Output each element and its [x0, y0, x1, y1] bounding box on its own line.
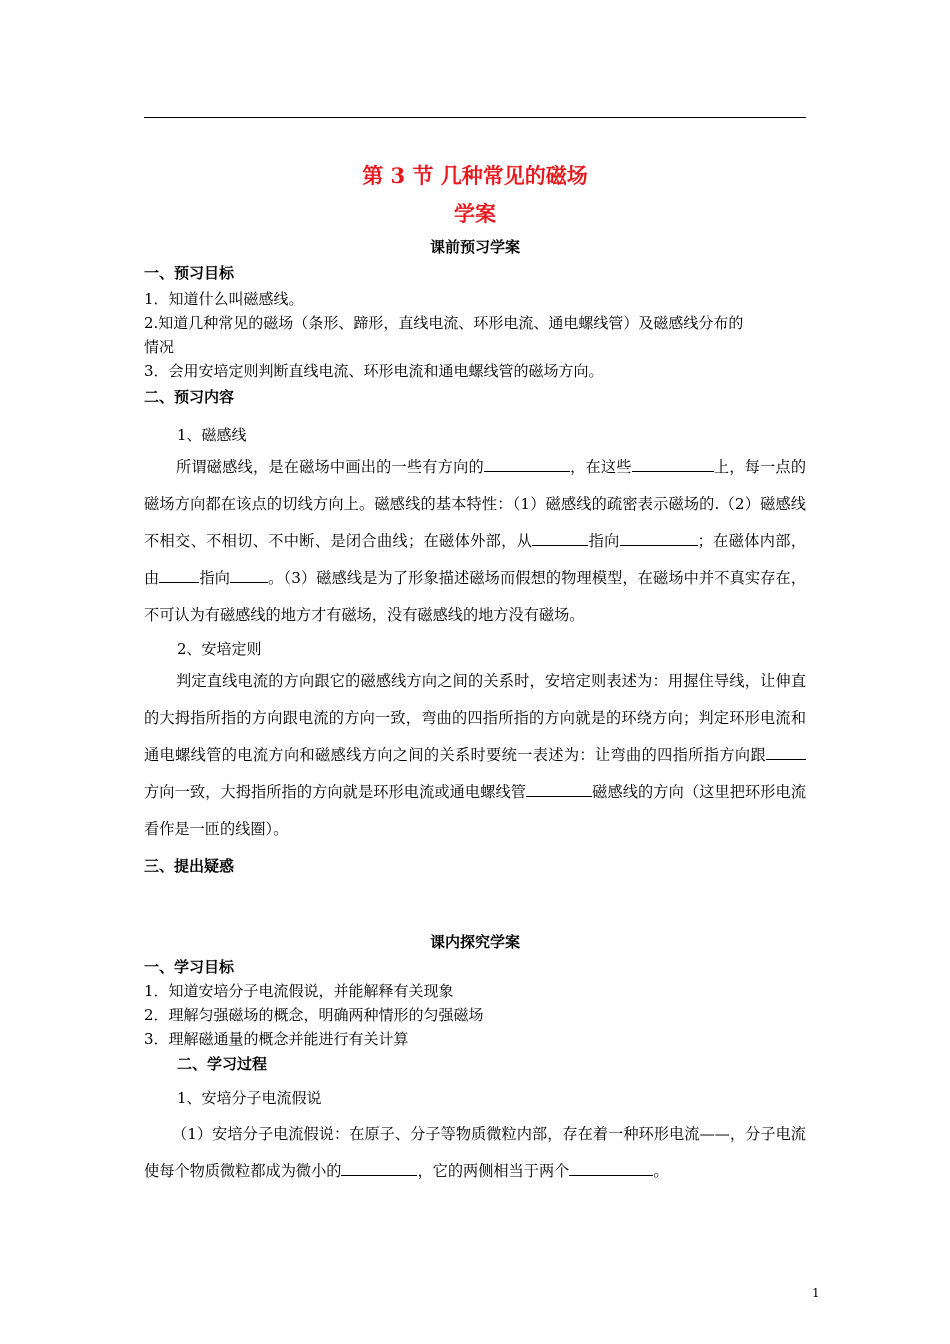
pre-content-heading: 二、预习内容 — [144, 388, 235, 406]
text-segment: 所谓磁感线，是在磁场中画出的一些有方向的 — [176, 458, 484, 476]
pre-class-heading: 课前预习学案 — [429, 238, 520, 256]
text-segment: 磁感线的方向（这里把环形电流看作是一匝的线圈）。 — [144, 783, 807, 838]
learning-goals-heading: 一、学习目标 — [144, 958, 235, 976]
pre-goal-1: 1．知道什么叫磁感线。 — [144, 290, 304, 308]
section-title-molecular-current: 1、安培分子电流假说 — [177, 1089, 322, 1107]
text-segment: ；在磁体内部，由 — [144, 532, 807, 587]
fill-blank[interactable] — [632, 457, 714, 472]
section-title-field-lines: 1、磁感线 — [177, 426, 247, 444]
text-segment: 上，每一点的磁场方向都在该点的切线方向上。磁感线的基本特性：（1）磁感线的疏密表示磁场的.（2）磁感线不相交、不相切、不中断、是闭合曲线；在磁体外部，从 — [144, 458, 807, 550]
text-segment: 判定直线电流的方向跟它的磁感线方向之间的关系时，安培定则表述为：用握住导线，让伸直的大拇指所指的方向跟电流的方向一致，弯曲的四指所指的方向就是的环绕方向；判定环形电流和通电螺线管的电流方向和磁感线方向之间的关系时要统一表述为：让弯曲的四指所指方向跟 — [144, 672, 806, 764]
fill-blank[interactable] — [526, 782, 592, 797]
fill-blank[interactable] — [484, 457, 570, 472]
text-segment: ，在这些 — [569, 458, 632, 476]
page-subtitle: 学案 — [454, 201, 496, 226]
text-segment: 。 — [653, 1162, 669, 1180]
pre-goal-2-cont: 情况 — [144, 338, 175, 356]
paragraph-ampere-rule — [144, 663, 806, 848]
fill-blank[interactable] — [620, 531, 698, 546]
fill-blank[interactable] — [766, 745, 806, 760]
paragraph-field-lines — [144, 449, 806, 634]
pre-goal-3: 3．会用安培定则判断直线电流、环形电流和通电螺线管的磁场方向。 — [144, 362, 604, 380]
pre-goal-2: 2.知道几种常见的磁场（条形、蹄形，直线电流、环形电流、通电螺线管）及磁感线分布的 — [144, 314, 744, 332]
paragraph-molecular-current — [144, 1116, 806, 1190]
learning-process-heading: 二、学习过程 — [177, 1055, 268, 1073]
learning-goal-2: 2．理解匀强磁场的概念，明确两种情形的匀强磁场 — [144, 1006, 484, 1024]
pre-goals-heading: 一、预习目标 — [144, 264, 235, 282]
page-number: 1 — [812, 1286, 820, 1300]
page-title: 第 3 节 几种常见的磁场 — [362, 163, 588, 188]
learning-goal-1: 1．知道安培分子电流假说，并能解释有关现象 — [144, 982, 454, 1000]
text-segment: （1）安培分子电流假说：在原子、分子等物质微粒内部，存在着一种环形电流——，分子电流使每个物质微粒都成为微小的 — [144, 1125, 806, 1180]
fill-blank[interactable] — [532, 531, 588, 546]
text-segment: ，它的两侧相当于两个 — [417, 1162, 570, 1180]
text-segment: 指向 — [588, 532, 620, 550]
in-class-heading: 课内探究学案 — [429, 933, 520, 951]
fill-blank[interactable] — [230, 568, 268, 583]
fill-blank[interactable] — [341, 1161, 417, 1176]
text-segment: 指向 — [199, 569, 231, 587]
text-segment: 方向一致，大拇指所指的方向就是环形电流或通电螺线管 — [144, 783, 527, 801]
doubt-heading: 三、提出疑惑 — [144, 857, 235, 875]
text-segment: 。（3）磁感线是为了形象描述磁场而假想的物理模型，在磁场中并不真实存在，不可认为有磁感线的地方才有磁场，没有磁感线的地方没有磁场。 — [144, 569, 807, 624]
fill-blank[interactable] — [569, 1161, 653, 1176]
header-rule — [144, 117, 806, 118]
fill-blank[interactable] — [159, 568, 199, 583]
learning-goal-3: 3．理解磁通量的概念并能进行有关计算 — [144, 1030, 409, 1048]
section-title-ampere-rule: 2、安培定则 — [177, 640, 262, 658]
